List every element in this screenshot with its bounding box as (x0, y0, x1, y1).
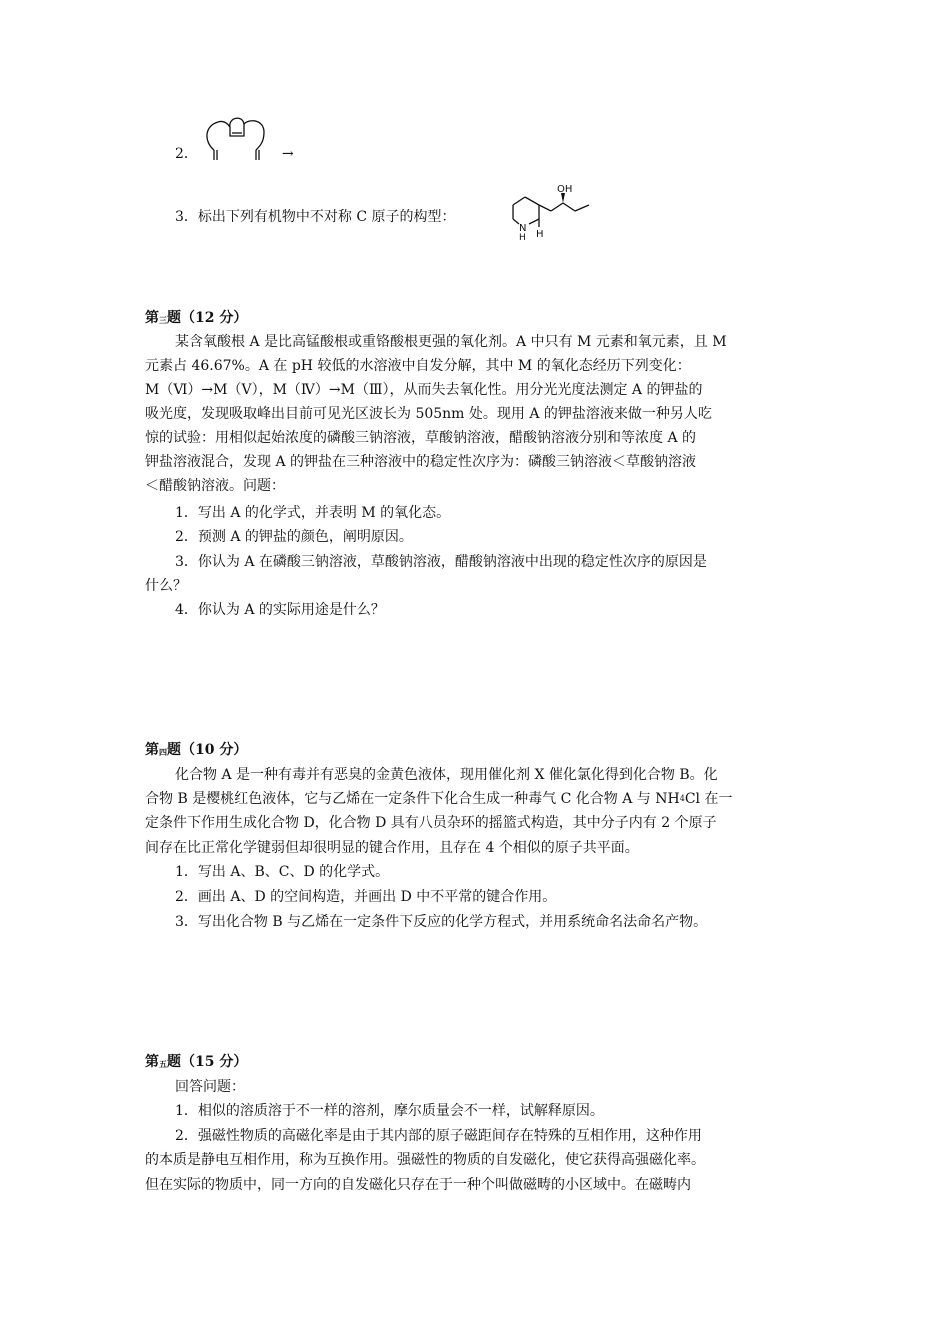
piperidine-alcohol-structure (505, 185, 605, 241)
q3-paragraph-line-5: 惊的试验：用相似起始浓度的磷酸三钠溶液，草酸钠溶液，醋酸钠溶液分别和等浓度 A 的 (145, 430, 697, 446)
q3-subquestion-2: 2．预测 A 的钾盐的颜色，阐明原因。 (175, 529, 413, 545)
question-5-title: 第$^五$题（15 分） (145, 1054, 248, 1070)
q3-subquestion-3-cont: 什么？ (145, 578, 187, 594)
q5-subquestion-2-line-3: 但在实际的物质中，同一方向的自发磁化只存在于一种个叫做磁畴的小区域中。在磁畴内 (145, 1177, 691, 1193)
nh-h-label: H (519, 233, 526, 241)
item-2-number: 2． (175, 146, 198, 162)
q5-subquestion-2-line-1: 2．强磁性物质的高磁化率是由于其内部的原子磁距间存在特殊的互相作用，这种作用 (175, 1128, 702, 1144)
q4-subquestion-3: 3．写出化合物 B 与乙烯在一定条件下反应的化学方程式，并用系统命名法命名产物。 (175, 914, 708, 930)
tricyclic-diene-structure (198, 112, 273, 164)
q4-subquestion-2: 2．画出 A、D 的空间构造，并画出 D 中不平常的键合作用。 (175, 889, 557, 905)
q5-intro: 回答问题： (175, 1079, 245, 1095)
q3-paragraph-line-3: M（Ⅵ）→M（Ⅴ），M（Ⅳ）→M（Ⅲ），从而失去氧化性。用分光光度法测定 A 的钾盐的 (145, 382, 703, 398)
q5-subquestion-1: 1．相似的溶质溶于不一样的溶剂，摩尔质量会不一样，试解释原因。 (175, 1103, 604, 1119)
reaction-arrow: → (282, 146, 294, 162)
question-4-title: 第$^四$题（10 分） (145, 742, 248, 758)
q3-subquestion-1: 1．写出 A 的化学式，并表明 M 的氧化态。 (175, 505, 451, 521)
q3-subquestion-4: 4．你认为 A 的实际用途是什么？ (175, 602, 385, 618)
n-label: N (519, 223, 527, 234)
oh-label: OH (557, 185, 573, 195)
q4-paragraph-line-4: 间存在比正常化学键弱但却很明显的键合作用，且存在 4 个相似的原子共平面。 (145, 840, 639, 856)
q3-paragraph-line-6: 钾盐溶液混合，发现 A 的钾盐在三种溶液中的稳定性次序为：磷酸三钠溶液＜草酸钠溶液 (145, 454, 697, 470)
h-label: H (536, 229, 544, 240)
q3-paragraph-line-2: 元素占 46.67%。A 在 pH 较低的水溶液中自发分解，其中 M 的氧化态经历下列变化： (145, 358, 691, 374)
q3-subquestion-3: 3．你认为 A 在磷酸三钠溶液，草酸钠溶液，醋酸钠溶液中出现的稳定性次序的原因是 (175, 554, 707, 570)
q4-paragraph-line-2: 合物 B 是樱桃红色液体，它与乙烯在一定条件下化合生成一种毒气 C 化合物 A 与 NH4Cl 在一 (145, 791, 733, 807)
question-3-title: 第$^三$题（12 分） (145, 310, 248, 326)
q3-paragraph-line-7: ＜醋酸钠溶液。问题： (145, 478, 285, 494)
item-3-text: 3．标出下列有机物中不对称 C 原子的构型： (175, 209, 456, 225)
q3-paragraph-line-4: 吸光度，发现吸取峰出目前可见光区波长为 505nm 处。现用 A 的钾盐溶液来做一种另人吃 (145, 406, 712, 422)
q5-subquestion-2-line-2: 的本质是静电互相作用，称为互换作用。强磁性的物质的自发磁化，使它获得高强磁化率。 (145, 1152, 705, 1168)
q4-paragraph-line-1: 化合物 A 是一种有毒并有恶臭的金黄色液体，现用催化剂 X 催化氯化得到化合物 B。化 (175, 767, 718, 783)
q4-paragraph-line-3: 定条件下作用生成化合物 D，化合物 D 具有八员杂环的摇篮式构造，其中分子内有 2 个原子 (145, 815, 717, 831)
q4-subquestion-1: 1．写出 A、B、C、D 的化学式。 (175, 864, 390, 880)
q3-paragraph-line-1: 某含氧酸根 A 是比高锰酸根或重铬酸根更强的氧化剂。A 中只有 M 元素和氧元素，且 M (175, 334, 727, 350)
